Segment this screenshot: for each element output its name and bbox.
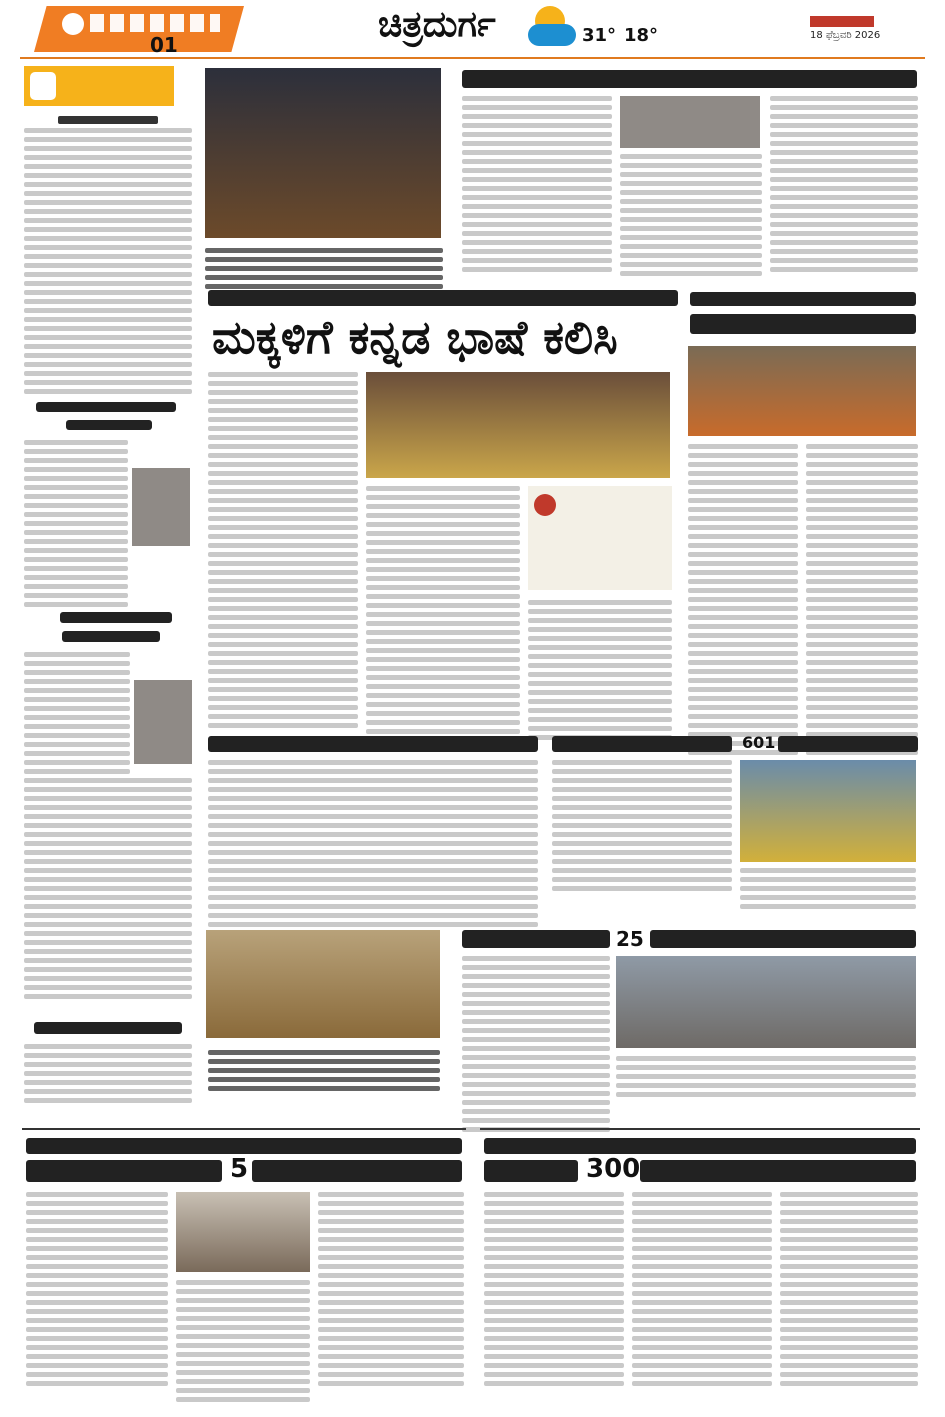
bottom-right-text-1 [484,1192,624,1390]
meeting-photo [620,96,760,148]
phones-count: 25 [616,927,644,951]
left-headline-2b [66,420,152,430]
left-headline-3 [60,612,172,623]
bottom-left-kicker [26,1138,462,1154]
grant-figure: 300 [586,1154,641,1184]
left-column-text-1 [24,116,192,398]
group-photo-caption [208,1050,440,1095]
story-headline-row2b [552,736,732,752]
section-title: ಚಿತ್ರದುರ್ಗ [378,4,496,45]
stage-photo [366,372,670,478]
right-text-1 [688,444,798,759]
right-headline [690,314,916,334]
group-photo [206,930,440,1038]
bottom-right-kicker [484,1138,916,1154]
shivaratri-photo [688,346,916,436]
phones-photo [616,956,916,1048]
festival-caption [205,248,443,293]
left-column-text-4 [24,778,192,1003]
top-right-headline [462,70,917,88]
left-headline-3b [62,631,160,642]
bottom-left-text-1 [26,1192,168,1390]
phones-text-2 [616,1056,916,1101]
cm-meeting-photo [176,1192,310,1272]
portrait-photo-2 [134,680,192,764]
story-text-row2c [740,868,916,913]
bottom-right-rule [480,1128,920,1130]
chariot-photo [740,760,916,862]
phones-text-1 [462,956,610,1136]
festival-photo [205,68,441,238]
story-headline-row2a [208,736,538,752]
page-number: 01 [150,33,178,57]
temp-min: 18° [624,25,659,46]
story-headline-row2b-tail [778,736,918,752]
left-column-text-5 [24,1044,192,1107]
bottom-right-text-2 [632,1192,772,1390]
top-right-text-2 [620,154,762,280]
left-headline-2 [36,402,176,412]
bottom-left-headline-b [252,1160,462,1182]
right-kicker [690,292,916,306]
portrait-photo-1 [132,468,190,546]
bottom-left-text-3 [318,1192,464,1390]
header-rule [20,57,925,59]
cloud-icon [528,24,576,46]
bottom-left-text-2 [176,1280,310,1406]
quote-mark-icon [534,494,556,516]
main-text-3 [528,600,672,744]
logo-emblem-icon [62,13,84,35]
left-headline-4 [34,1022,182,1034]
bottom-left-headline-a [26,1160,222,1182]
hand-icon [30,72,56,100]
right-text-2 [806,444,918,759]
bottom-left-rule [22,1128,466,1130]
main-headline: ಮಕ್ಕಳಿಗೆ ಕನ್ನಡ ಭಾಷೆ ಕಲಿಸಿ [212,310,618,364]
phones-headline-b [650,930,916,948]
main-text-1 [208,372,358,732]
top-right-text-3 [770,96,918,276]
weekday-label [810,16,874,27]
story-text-row2a [208,760,538,931]
left-column-text-2 [24,440,128,611]
bottom-right-headline-b [640,1160,916,1182]
main-text-2 [366,486,520,738]
story-text-row2b [552,760,732,895]
issue-date: 18 ಫೆಬ್ರವರಿ 2026 [810,30,881,41]
main-kicker [208,290,678,306]
phones-headline-a [462,930,610,948]
bottom-right-headline-a [484,1160,578,1182]
top-right-text-1 [462,96,612,276]
temp-max: 31° [582,25,617,46]
bottom-right-text-3 [780,1192,918,1390]
crore-figure: 5 [230,1154,249,1184]
logo-wordmark [90,14,220,32]
coconut-count: 601 [742,733,776,752]
